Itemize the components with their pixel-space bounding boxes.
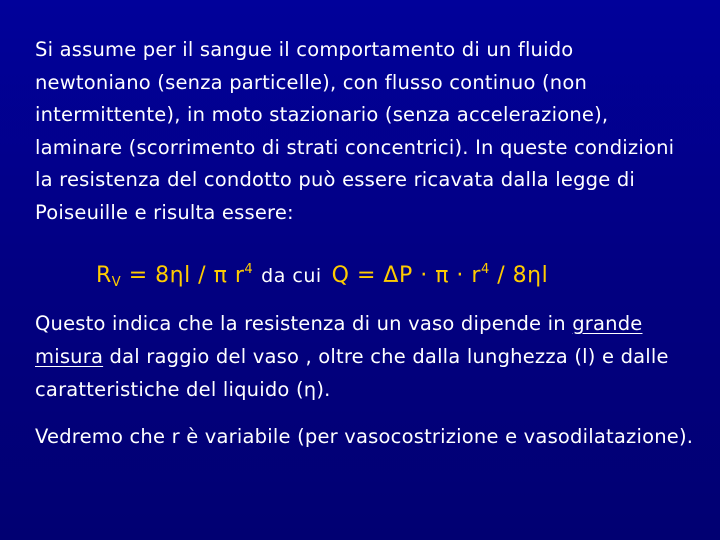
formula-r-symbol: R [96,263,112,288]
formula-left-rest: = 8ηl / π r [121,263,245,288]
formula-connector: da cui [261,265,322,287]
poiseuille-formula [96,262,548,298]
formula-right-main: Q = ΔP · π · r [331,263,481,288]
formula-right-exponent: 4 [480,262,490,277]
formula-left-exponent: 4 [244,262,254,277]
formula-r-subscript: V [111,275,122,290]
paragraph-radius [35,307,695,406]
paragraph-conclusion: Vedremo che r è variabile (per vasocostrizione e vasodilatazione). [35,425,694,448]
paragraph-radius-end: dal raggio del vaso , oltre che dalla lunghezza (l) e dalle caratteristiche del liquido (η). [35,345,669,401]
formula-right-tail: / 8ηl [489,263,549,288]
paragraph-intro: Si assume per il sangue il comportamento di un fluido newtoniano (senza particelle), con flusso continuo (non intermittente), in moto stazionario (senza accelerazione), laminare (scorrimento di strati concentrici). In queste condizioni la resistenza del condotto può essere ricavata dalla legge di Poiseuille e risulta essere: [35,38,675,224]
underlined-phrase: grande misura [35,312,643,368]
paragraph-radius-start: Questo indica che la resistenza di un vaso dipende in [35,312,573,335]
